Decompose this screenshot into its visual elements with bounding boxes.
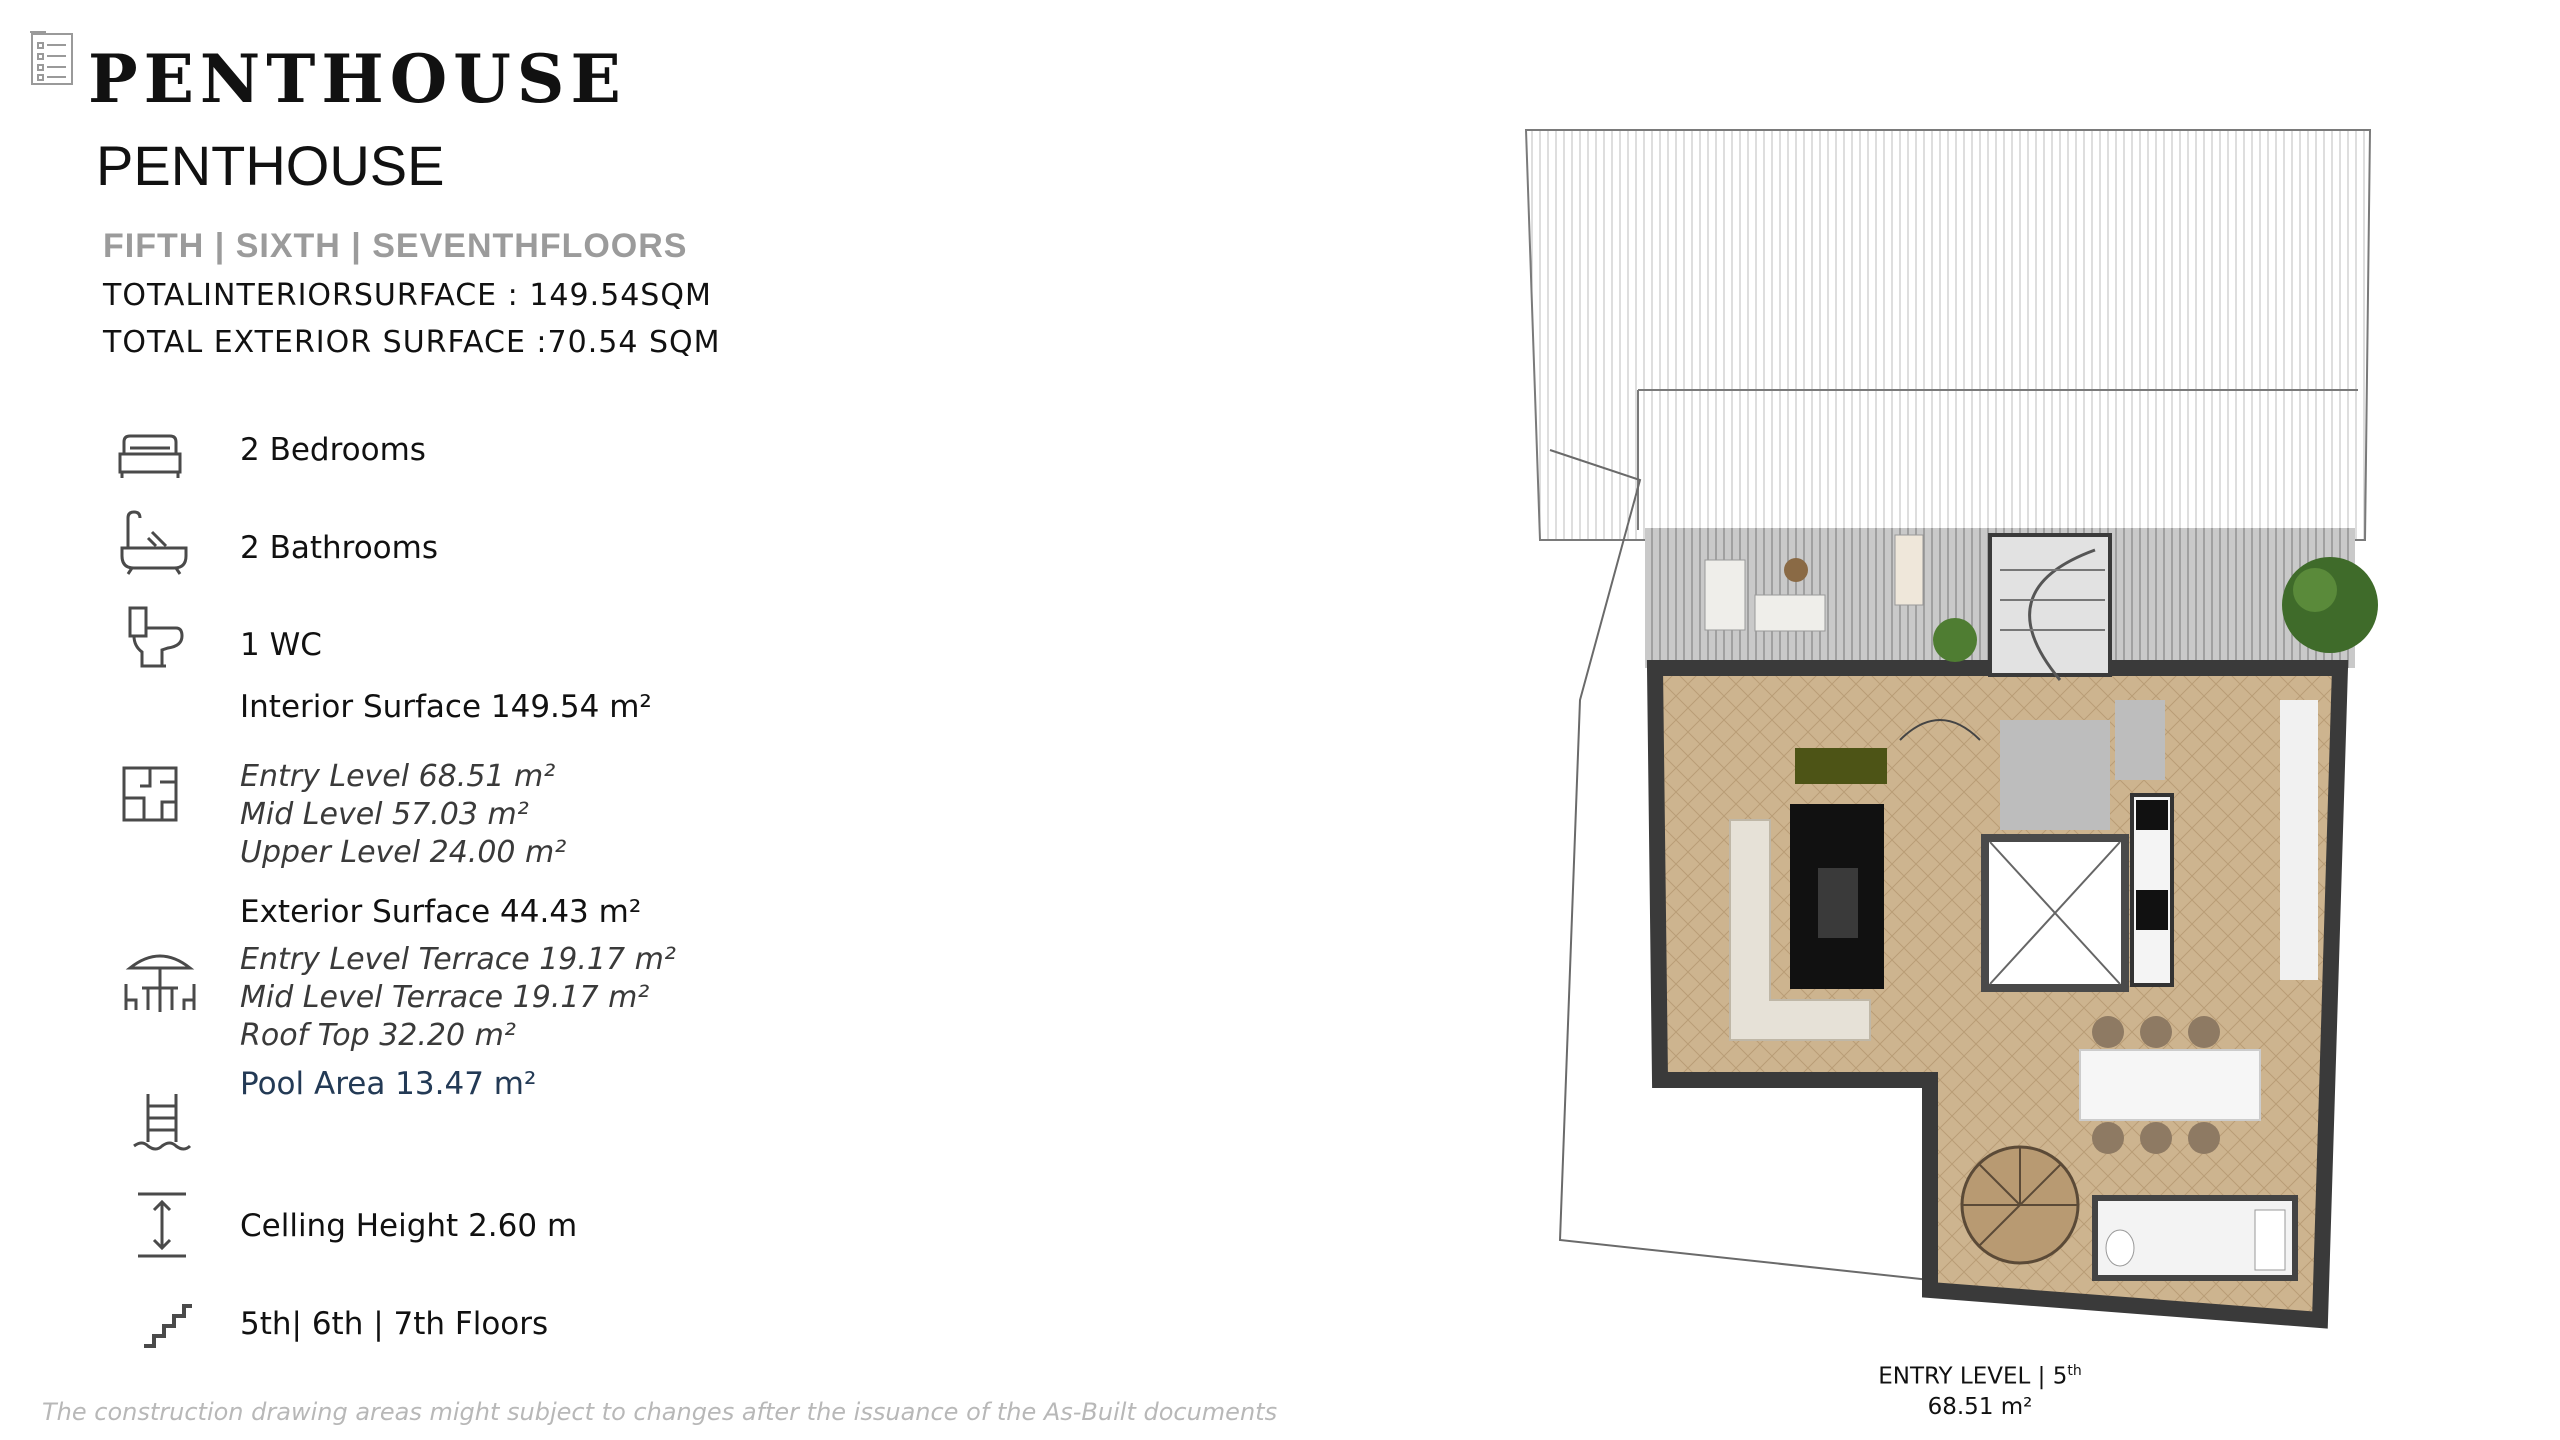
exterior-levels	[240, 941, 676, 1055]
pool-ladder-icon	[130, 1090, 194, 1154]
entry-terrace-area: Entry Level Terrace 19.17 m²	[240, 942, 676, 977]
bedrooms-label: 2 Bedrooms	[240, 432, 426, 468]
logo: PENTHOUSE	[88, 40, 627, 118]
plan-level-sup: th	[2067, 1363, 2082, 1379]
plan-level-label	[1840, 1356, 2120, 1392]
floors-label: 5th| 6th | 7th Floors	[240, 1306, 549, 1342]
upper-level-area: Upper Level 24.00 m²	[240, 835, 567, 870]
pool-area-label: Pool Area 13.47 m²	[240, 1066, 537, 1102]
wc-label: 1 WC	[240, 627, 322, 663]
rooftop-area: Roof Top 32.20 m²	[240, 1018, 516, 1053]
plan-caption	[1840, 1356, 2120, 1422]
disclaimer: The construction drawing areas might subject to changes after the issuance of the As-Built documents	[42, 1398, 1278, 1426]
plan-area-label: 68.51 m²	[1927, 1393, 2033, 1420]
floorplan-icon	[114, 758, 186, 830]
bed-icon	[114, 418, 186, 490]
page-title: PENTHOUSE	[96, 134, 445, 197]
stairs-icon	[140, 1296, 196, 1352]
exterior-surface-title: Exterior Surface 44.43 m²	[240, 894, 642, 930]
bathtub-icon	[118, 508, 190, 580]
plan-level-text: ENTRY LEVEL | 5	[1878, 1363, 2068, 1390]
entry-level-area: Entry Level 68.51 m²	[240, 759, 556, 794]
list-icon[interactable]	[30, 30, 74, 86]
toilet-icon	[118, 604, 190, 676]
interior-levels	[240, 758, 566, 872]
floor-plan	[1520, 120, 2400, 1340]
height-icon	[126, 1190, 198, 1262]
parasol-table-icon	[122, 944, 198, 1020]
total-interior-surface: TOTALINTERIORSURFACE : 149.54SQM	[103, 278, 712, 313]
bathrooms-label: 2 Bathrooms	[240, 530, 438, 566]
mid-terrace-area: Mid Level Terrace 19.17 m²	[240, 980, 650, 1015]
interior-surface-title: Interior Surface 149.54 m²	[240, 689, 652, 725]
total-exterior-surface: TOTAL EXTERIOR SURFACE :70.54 SQM	[103, 325, 721, 360]
mid-level-area: Mid Level 57.03 m²	[240, 797, 529, 832]
ceiling-height-label: Celling Height 2.60 m	[240, 1208, 578, 1244]
floors-heading: FIFTH | SIXTH | SEVENTHFLOORS	[103, 227, 688, 265]
